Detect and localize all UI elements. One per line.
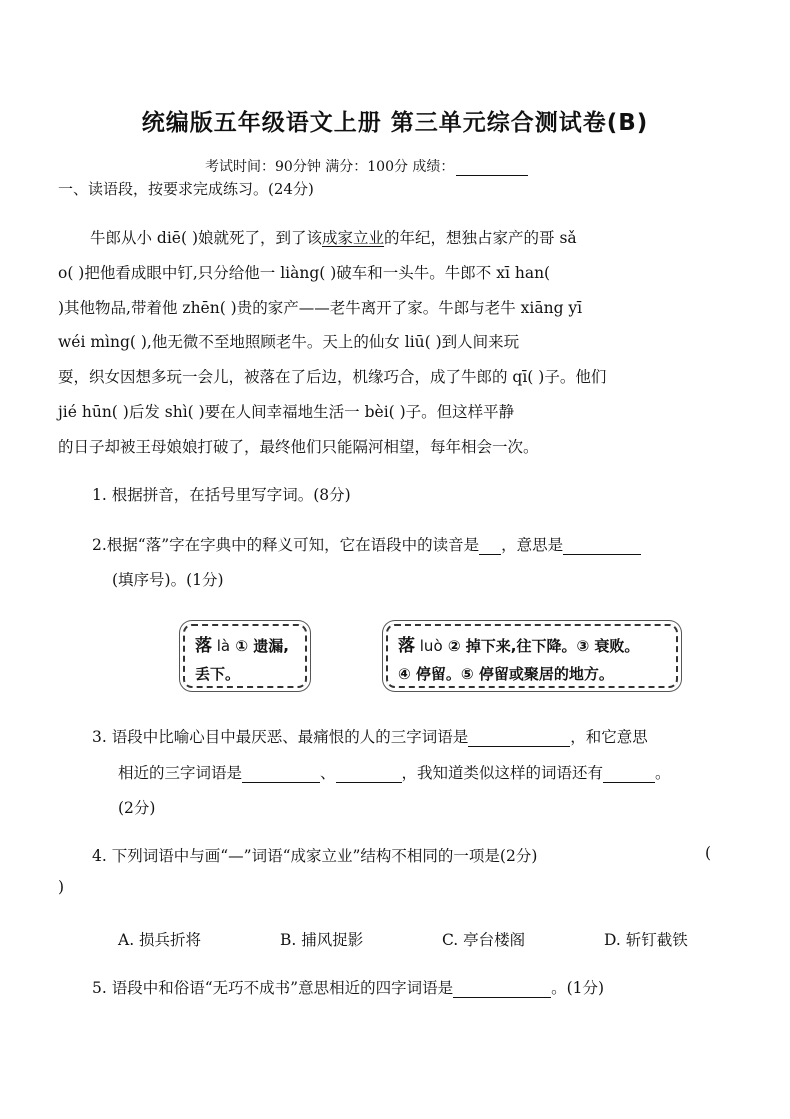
passage-line-7: 的日子却被王母娘娘打破了，最终他们只能隔河相望，每年相会一次。 xyxy=(58,438,539,456)
question-1: 1. 根据拼音，在括号里写字词。(8分) xyxy=(92,486,351,504)
underlined-phrase: 成家立业 xyxy=(322,229,385,247)
option-c[interactable]: C. 亭台楼阁 xyxy=(442,931,526,949)
question-2-note: (填序号)。(1分) xyxy=(112,571,224,589)
exam-info xyxy=(205,156,528,176)
question-5 xyxy=(92,976,604,998)
question-text: 5. 语段中和俗语“无巧不成书”意思相近的四字词语是 xyxy=(92,979,454,997)
score-blank[interactable] xyxy=(456,161,528,176)
section-heading: 一、读语段，按要求完成练习。(24分) xyxy=(58,180,314,198)
dict-meaning: ② 掉下来,往下降。③ 衰败。 xyxy=(447,637,640,655)
question-text: ，意思是 xyxy=(501,536,564,554)
passage-text: 牛郎从小 diē( )娘就死了，到了该 xyxy=(90,229,323,247)
question-3-score: (2分) xyxy=(118,799,156,817)
passage-line-3: )其他物品,带着他 zhēn( )贵的家产——老牛离开了家。牛郎与老牛 xiāng yī xyxy=(58,299,583,317)
dictionary-box-luo xyxy=(386,624,678,688)
question-text: 。(1分) xyxy=(551,979,605,997)
question-text: ，和它意思 xyxy=(570,728,648,746)
answer-blank[interactable] xyxy=(336,767,402,783)
passage-text: 的年纪，想独占家产的哥 sǎ xyxy=(384,229,577,247)
answer-paren-close: ) xyxy=(58,878,65,896)
dict-meaning: ④ 停留。⑤ 停留或聚居的地方。 xyxy=(398,665,614,683)
option-b[interactable]: B. 捕风捉影 xyxy=(280,931,364,949)
exam-info-text: 考试时间：90分钟 满分：100分 成绩： xyxy=(205,159,455,175)
dictionary-box-la xyxy=(183,624,307,688)
question-3 xyxy=(92,725,648,747)
dict-char: 落 xyxy=(195,636,212,656)
question-text: 。 xyxy=(655,764,671,782)
dict-pinyin: luò xyxy=(415,637,443,655)
question-text: 、 xyxy=(320,764,336,782)
answer-paren-open[interactable]: ( xyxy=(705,844,712,862)
passage-line-1 xyxy=(90,226,577,248)
answer-blank[interactable] xyxy=(479,539,501,555)
question-text: ，我知道类似这样的词语还有 xyxy=(401,764,604,782)
question-text: 相近的三字词语是 xyxy=(118,764,243,782)
answer-blank[interactable] xyxy=(242,767,320,783)
passage-line-4: wéi mìng( ),他无微不至地照顾老牛。天上的仙女 liū( )到人间来玩 xyxy=(58,333,520,351)
dict-char: 落 xyxy=(398,636,415,656)
dict-meaning: ① 遗漏, xyxy=(235,637,289,655)
passage-line-5: 耍，织女因想多玩一会儿，被落在了后边，机缘巧合，成了牛郎的 qī( )子。他们 xyxy=(58,368,607,386)
dict-pinyin: là xyxy=(212,637,231,655)
answer-blank[interactable] xyxy=(563,539,641,555)
question-2 xyxy=(92,533,641,555)
answer-blank[interactable] xyxy=(603,767,655,783)
option-d[interactable]: D. 斩钉截铁 xyxy=(604,931,688,949)
answer-blank[interactable] xyxy=(453,982,551,998)
answer-blank[interactable] xyxy=(468,731,570,747)
question-text: 3. 语段中比喻心目中最厌恶、最痛恨的人的三字词语是 xyxy=(92,728,469,746)
question-3-line-2 xyxy=(118,761,671,783)
passage-line-6: jié hūn( )后发 shì( )要在人间幸福地生活一 bèi( )子。但这样平静 xyxy=(58,403,515,421)
question-4: 4. 下列词语中与画“—”词语“成家立业”结构不相同的一项是(2分) xyxy=(92,847,538,865)
option-a[interactable]: A. 损兵折将 xyxy=(118,931,202,949)
question-text: 2.根据“落”字在字典中的释义可知，它在语段中的读音是 xyxy=(92,536,480,554)
dict-meaning: 丢下。 xyxy=(195,665,241,683)
page-title: 统编版五年级语文上册 第三单元综合测试卷(B) xyxy=(141,110,649,136)
passage-line-2: o( )把他看成眼中钉,只分给他一 liàng( )破车和一头牛。牛郎不 xī han( xyxy=(58,264,551,282)
